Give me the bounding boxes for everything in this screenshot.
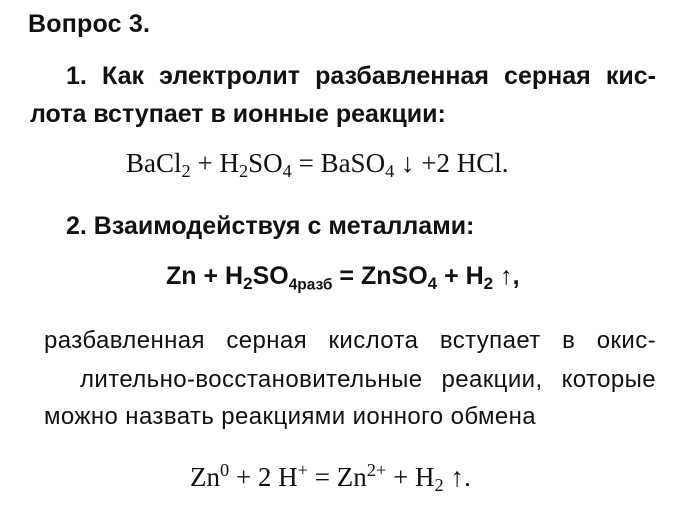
eq3-gas-arrow: ↑.	[443, 462, 471, 492]
eq1-reactant2-subscript-h: 2	[238, 161, 249, 182]
eq1-product1: BaSO	[320, 148, 386, 178]
eq3-equals: =	[308, 462, 337, 492]
eq3-plus-h2: + H	[386, 462, 435, 492]
paragraph-line3: можно назвать реакциями ионного обмена	[44, 403, 537, 430]
eq1-reactant2-so: SO	[248, 148, 283, 178]
eq1-reactant1-subscript: 2	[181, 161, 191, 182]
eq1-reactant1: BaCl	[126, 148, 182, 178]
point2-text: 2. Взаимодействуя с металлами:	[66, 212, 475, 240]
eq1-reactant2-h: H	[219, 148, 239, 178]
equation-ionic	[190, 459, 471, 496]
eq1-precipitate-arrow: ↓	[394, 148, 422, 178]
eq3-h2-subscript: 2	[434, 475, 444, 496]
paragraph-line1: разбавленная серная кислота вступает в окис-	[44, 327, 656, 354]
eq3-zn: Zn	[190, 462, 220, 492]
eq1-reactant2-subscript-o: 4	[282, 161, 292, 182]
eq1-plus: +	[190, 148, 220, 178]
eq2-equals: =	[332, 262, 361, 290]
eq1-product2: +2 HCl.	[421, 148, 509, 178]
eq2-h2-subscript: 2	[483, 273, 494, 293]
eq2-product1-subscript: 4	[427, 273, 438, 293]
point1-line1: 1. Как электролит разбавленная серная кис-	[66, 62, 656, 90]
eq3-plus-h: + 2 H	[229, 462, 298, 492]
eq2-dilute-subscript: 4разб	[288, 276, 333, 294]
eq2-plus-h: + H	[437, 262, 484, 290]
eq3-h-charge: +	[297, 459, 309, 480]
eq2-reactants: Zn + H	[166, 262, 244, 290]
eq2-so: SO	[252, 262, 289, 290]
eq2-product1: ZnSO	[360, 262, 428, 290]
eq3-zn-ion: Zn	[336, 462, 367, 492]
eq2-gas-arrow: ↑,	[493, 262, 520, 290]
eq3-zn-charge: 0	[220, 459, 230, 480]
point1-line2: лота вступает в ионные реакции:	[30, 100, 446, 128]
eq1-product1-subscript: 4	[385, 161, 395, 182]
equation-zn-h2so4	[166, 262, 520, 294]
eq2-h-subscript: 2	[243, 273, 253, 293]
eq3-zn-ion-charge: 2+	[366, 459, 387, 480]
question-heading: Вопрос 3.	[28, 10, 151, 38]
eq1-equals: =	[291, 148, 321, 178]
equation-bacl2-h2so4	[126, 148, 509, 182]
paragraph-line2: лительно-восстановительные реакции, которые	[80, 366, 656, 393]
